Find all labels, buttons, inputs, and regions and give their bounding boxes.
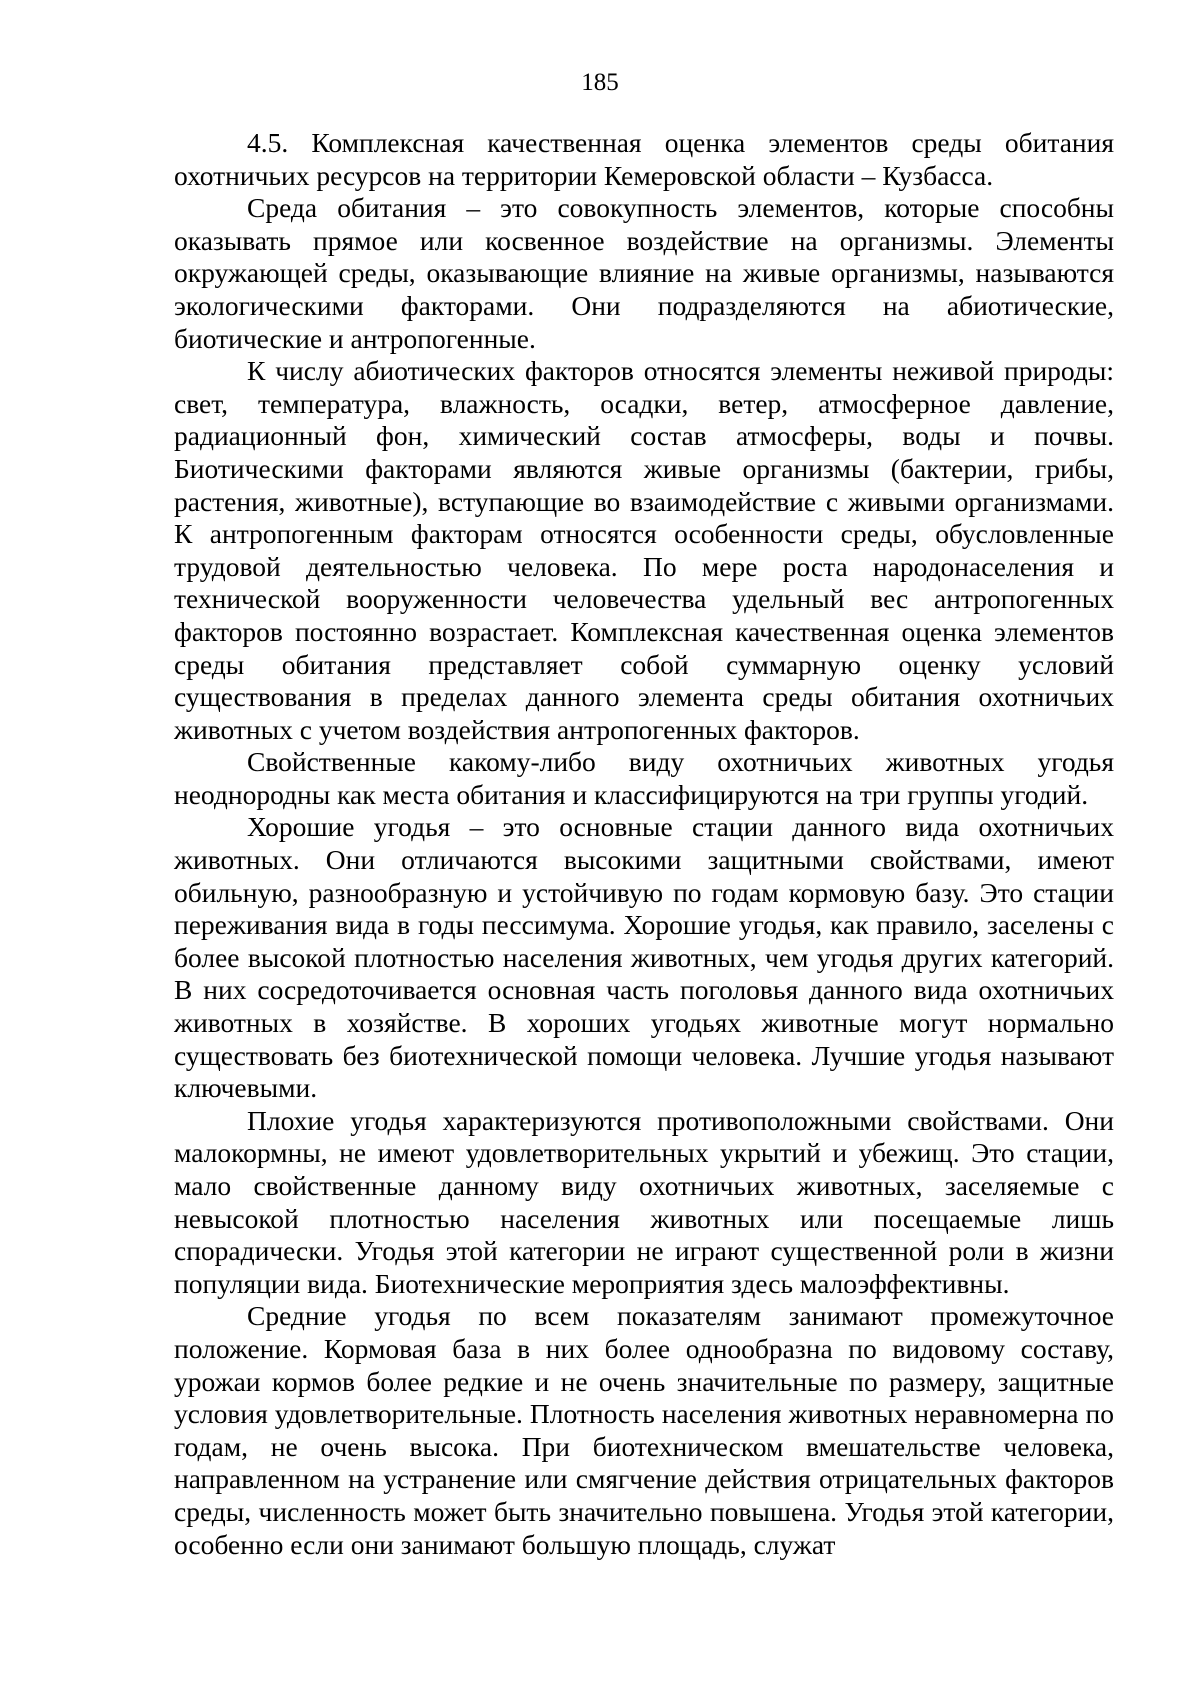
page-number: 185	[581, 69, 619, 96]
paragraph: Среда обитания – это совокупность элементов, которые способны оказывать прямое или косвенное воздействие на организмы. Элементы окружающей среды, оказывающие влияние на живые организмы, называются экологическими факторами. Они подразделяются на абиотические, биотические и антропогенные.	[174, 192, 1114, 354]
section-heading-paragraph: 4.5. Комплексная качественная оценка элементов среды обитания охотничьих ресурсов на территории Кемеровской области – Кузбасса.	[174, 127, 1114, 191]
body-text	[174, 127, 1114, 1561]
paragraph: Хорошие угодья – это основные стации данного вида охотничьих животных. Они отличаются высокими защитными свойствами, имеют обильную, разнообразную и устойчивую по годам кормовую базу. Это стации переживания вида в годы пессимума. Хорошие угодья, как правило, заселены с более высокой плотностью населения животных, чем угодья других категорий. В них сосредоточивается основная часть поголовья данного вида охотничьих животных в хозяйстве. В хороших угодьях животные могут нормально существовать без биотехнической помощи человека. Лучшие угодья называют ключевыми.	[174, 811, 1114, 1104]
paragraph: Средние угодья по всем показателям занимают промежуточное положение. Кормовая база в них более однообразна по видовому составу, урожаи кормов более редкие и не очень значительные по размеру, защитные условия удовлетворительные. Плотность населения животных неравномерна по годам, не очень высока. При биотехническом вмешательстве человека, направленном на устранение или смягчение действия отрицательных факторов среды, численность может быть значительно повышена. Угодья этой категории, особенно если они занимают большую площадь, служат	[174, 1300, 1114, 1560]
paragraph: К числу абиотических факторов относятся элементы неживой природы: свет, температура, влажность, осадки, ветер, атмосферное давление, радиационный фон, химический состав атмосферы, воды и почвы. Биотическими факторами являются живые организмы (бактерии, грибы, растения, животные), вступающие во взаимодействие с живыми организмами. К антропогенным факторам относятся особенности среды, обусловленные трудовой деятельностью человека. По мере роста народонаселения и технической вооруженности человечества удельный вес антропогенных факторов постоянно возрастает. Комплексная качественная оценка элементов среды обитания представляет собой суммарную оценку условий существования в пределах данного элемента среды обитания охотничьих животных с учетом воздействия антропогенных факторов.	[174, 355, 1114, 745]
paragraph: Плохие угодья характеризуются противоположными свойствами. Они малокормны, не имеют удовлетворительных укрытий и убежищ. Это стации, мало свойственные данному виду охотничьих животных, заселяемые с невысокой плотностью населения животных или посещаемые лишь спорадически. Угодья этой категории не играют существенной роли в жизни популяции вида. Биотехнические мероприятия здесь малоэффективны.	[174, 1104, 1114, 1299]
paragraph: Свойственные какому-либо виду охотничьих животных угодья неоднородны как места обитания и классифицируются на три группы угодий.	[174, 746, 1114, 810]
